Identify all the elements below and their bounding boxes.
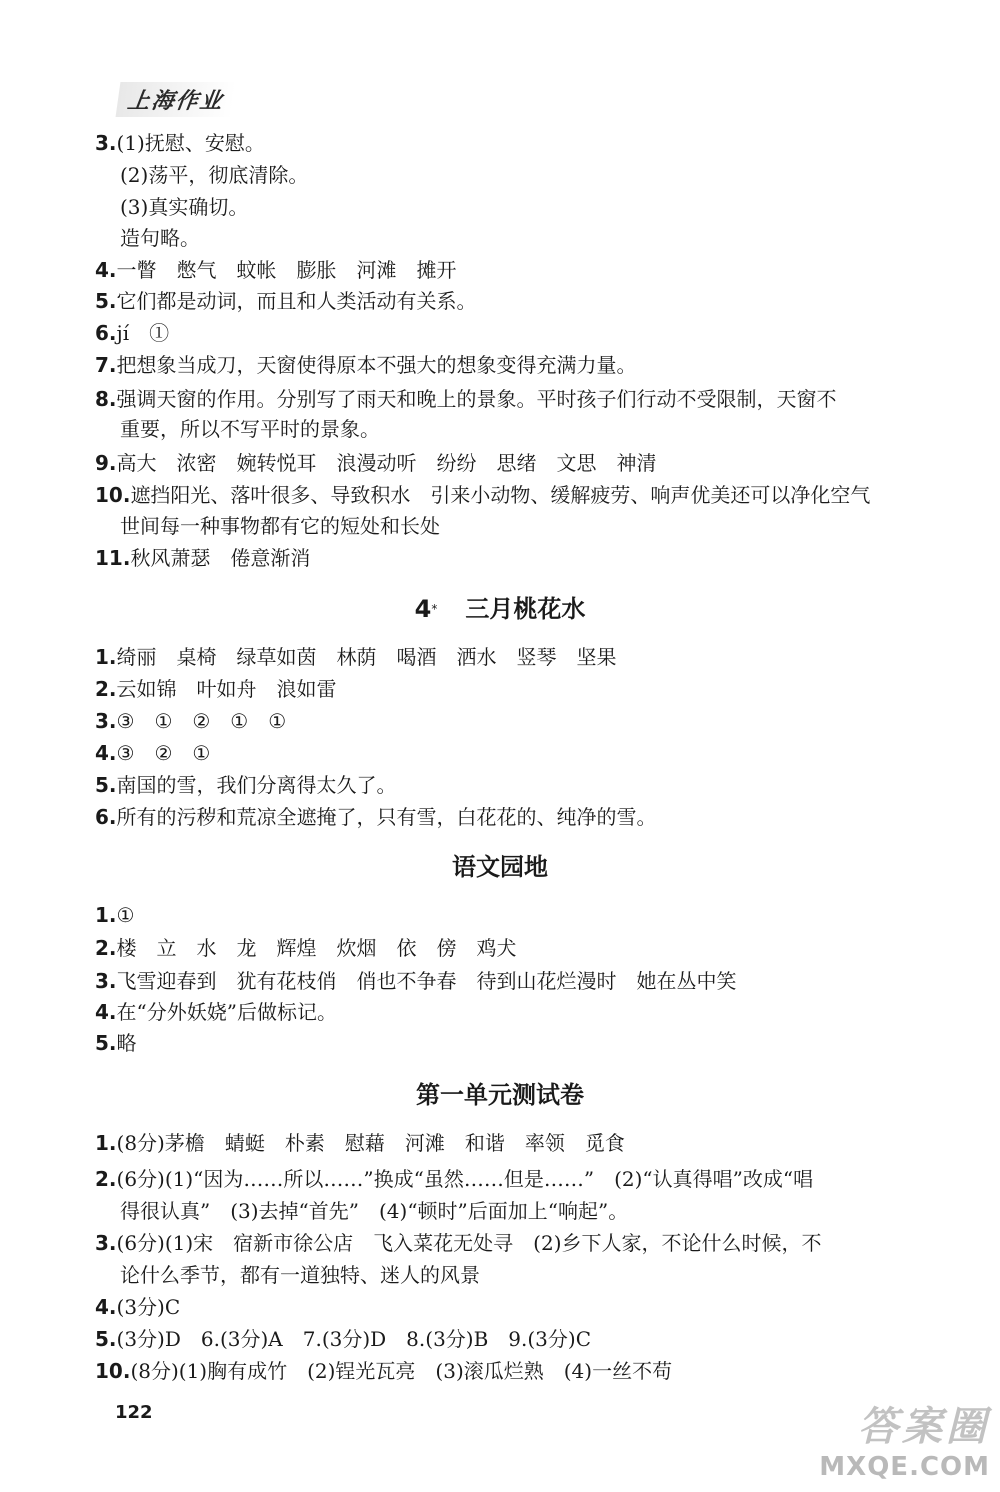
answer-line xyxy=(95,448,657,478)
answer-text: (3)真实确切。 xyxy=(120,195,249,219)
answer-line xyxy=(120,511,440,541)
answer-text: 世间每一种事物都有它的短处和长处 xyxy=(120,514,440,538)
answer-line xyxy=(95,997,337,1027)
watermark xyxy=(819,1395,990,1482)
answer-text: 绮丽 桌椅 绿草如茵 林荫 喝酒 洒水 竖琴 坚果 xyxy=(116,645,617,669)
question-number: 4. xyxy=(95,741,117,765)
question-number: 2. xyxy=(95,677,117,701)
answer-line xyxy=(95,286,477,316)
answer-line xyxy=(95,770,397,800)
answer-line xyxy=(95,642,617,672)
answer-line xyxy=(120,192,248,222)
question-number: 1. xyxy=(95,903,117,927)
question-number: 6. xyxy=(95,805,117,829)
answer-text: 把想象当成刀，天窗使得原本不强大的想象变得充满力量。 xyxy=(116,353,637,377)
answer-text: (8分)(1)胸有成竹 (2)锃光瓦亮 (3)滚瓜烂熟 (4)一丝不苟 xyxy=(130,1359,673,1383)
answer-text: 飞雪迎春到 犹有花枝俏 俏也不争春 待到山花烂漫时 她在丛中笑 xyxy=(116,969,737,993)
answer-text: jí ① xyxy=(116,321,170,345)
page-number: 122 xyxy=(115,1402,153,1423)
answer-line xyxy=(95,1356,672,1386)
question-number: 4. xyxy=(95,258,117,282)
answer-text: 在“分外妖娆”后做标记。 xyxy=(116,1000,337,1024)
answer-line xyxy=(95,900,134,930)
answer-line xyxy=(95,1128,625,1158)
question-number: 5. xyxy=(95,289,117,313)
answer-line xyxy=(120,414,380,444)
answer-text: 它们都是动词，而且和人类活动有关系。 xyxy=(116,289,477,313)
answer-line xyxy=(95,706,286,736)
answer-text: 遮挡阳光、落叶很多、导致积水 引来小动物、缓解疲劳、响声优美还可以净化空气 xyxy=(130,483,871,507)
answer-line xyxy=(120,1196,628,1226)
question-number: 1. xyxy=(95,645,117,669)
answer-line xyxy=(95,674,337,704)
answer-text: 所有的污秽和荒凉全遮掩了，只有雪，白花花的、纯净的雪。 xyxy=(116,805,657,829)
answer-text: (2)荡平，彻底清除。 xyxy=(120,163,309,187)
question-number: 5. xyxy=(95,1031,117,1055)
answer-text: ③ ① ② ① ① xyxy=(116,709,287,733)
answer-text: (6分)(1)“因为……所以……”换成“虽然……但是……” (2)“认真得唱”改成“唱 xyxy=(116,1167,814,1191)
answer-text: 秋风萧瑟 倦意渐消 xyxy=(130,546,311,570)
question-number: 5. xyxy=(95,773,117,797)
answer-line xyxy=(95,1228,822,1258)
answer-line xyxy=(95,480,870,510)
section-title-text: 第一单元测试卷 xyxy=(416,1081,584,1109)
answer-text: 高大 浓密 婉转悦耳 浪漫动听 纷纷 思绪 文思 神清 xyxy=(116,451,657,475)
answer-text: 楼 立 水 龙 辉煌 炊烟 依 傍 鸡犬 xyxy=(116,936,517,960)
question-number: 2. xyxy=(95,1167,117,1191)
section-title-text: 语文园地 xyxy=(452,853,548,881)
answer-line xyxy=(120,223,200,253)
answer-line xyxy=(95,543,310,573)
answer-text: 云如锦 叶如舟 浪如雷 xyxy=(116,677,337,701)
question-number: 9. xyxy=(95,451,117,475)
question-number: 3. xyxy=(95,709,117,733)
section-title xyxy=(0,850,1000,884)
question-number: 4. xyxy=(95,1000,117,1024)
section-title xyxy=(0,592,1000,626)
question-number: 5. xyxy=(95,1327,117,1351)
question-number: 2. xyxy=(95,936,117,960)
question-number: 6. xyxy=(95,321,117,345)
answer-text: (3分)C xyxy=(116,1295,181,1319)
answer-text: (8分)茅檐 蜻蜓 朴素 慰藉 河滩 和谐 率领 觅食 xyxy=(116,1131,625,1155)
answer-text: 造句略。 xyxy=(120,226,200,250)
question-number: 8. xyxy=(95,387,117,411)
answer-line xyxy=(95,255,457,285)
answer-text: 略 xyxy=(116,1031,137,1055)
answer-line xyxy=(95,802,657,832)
answer-text: 论什么季节，都有一道独特、迷人的风景 xyxy=(120,1263,480,1287)
answer-line xyxy=(95,966,737,996)
question-number: 10. xyxy=(95,1359,131,1383)
answer-text: 得很认真” (3)去掉“首先” (4)“顿时”后面加上“响起”。 xyxy=(120,1199,629,1223)
answer-text: (3分)D 6.(3分)A 7.(3分)D 8.(3分)B 9.(3分)C xyxy=(116,1327,592,1351)
answer-line xyxy=(95,1292,180,1322)
answer-line xyxy=(95,1028,137,1058)
answer-line xyxy=(120,1260,480,1290)
answer-line xyxy=(95,128,265,158)
question-number: 3. xyxy=(95,1231,117,1255)
answer-line xyxy=(120,160,308,190)
answer-line xyxy=(95,1324,591,1354)
answer-line xyxy=(95,318,169,348)
answer-text: (6分)(1)宋 宿新市徐公店 飞入菜花无处寻 (2)乡下人家，不论什么时候，不 xyxy=(116,1231,822,1255)
question-number: 3. xyxy=(95,131,117,155)
section-star: * xyxy=(431,602,438,616)
answer-text: 重要，所以不写平时的景象。 xyxy=(120,417,380,441)
watermark-url: MXQE.COM xyxy=(819,1452,990,1482)
question-number: 11. xyxy=(95,546,131,570)
answer-text: 强调天窗的作用。分别写了雨天和晚上的景象。平时孩子们行动不受限制，天窗不 xyxy=(116,387,837,411)
question-number: 7. xyxy=(95,353,117,377)
header-logo: 上海作业 xyxy=(116,82,237,117)
answer-line xyxy=(95,738,210,768)
question-number: 10. xyxy=(95,483,131,507)
section-number: 4 xyxy=(414,595,432,623)
question-number: 4. xyxy=(95,1295,117,1319)
answer-text: (1)抚慰、安慰。 xyxy=(116,131,265,155)
answer-line xyxy=(95,1164,813,1194)
answer-text: ③ ② ① xyxy=(116,741,211,765)
watermark-logo: 答案圈 xyxy=(858,1404,990,1450)
question-number: 3. xyxy=(95,969,117,993)
answer-line xyxy=(95,350,637,380)
question-number: 1. xyxy=(95,1131,117,1155)
answer-line xyxy=(95,384,837,414)
section-title xyxy=(0,1078,1000,1112)
answer-text: ① xyxy=(116,903,135,927)
section-title-text: 三月桃花水 xyxy=(465,595,586,623)
answer-text: 一瞥 憋气 蚊帐 膨胀 河滩 摊开 xyxy=(116,258,457,282)
answer-line xyxy=(95,933,517,963)
answer-text: 南国的雪，我们分离得太久了。 xyxy=(116,773,397,797)
